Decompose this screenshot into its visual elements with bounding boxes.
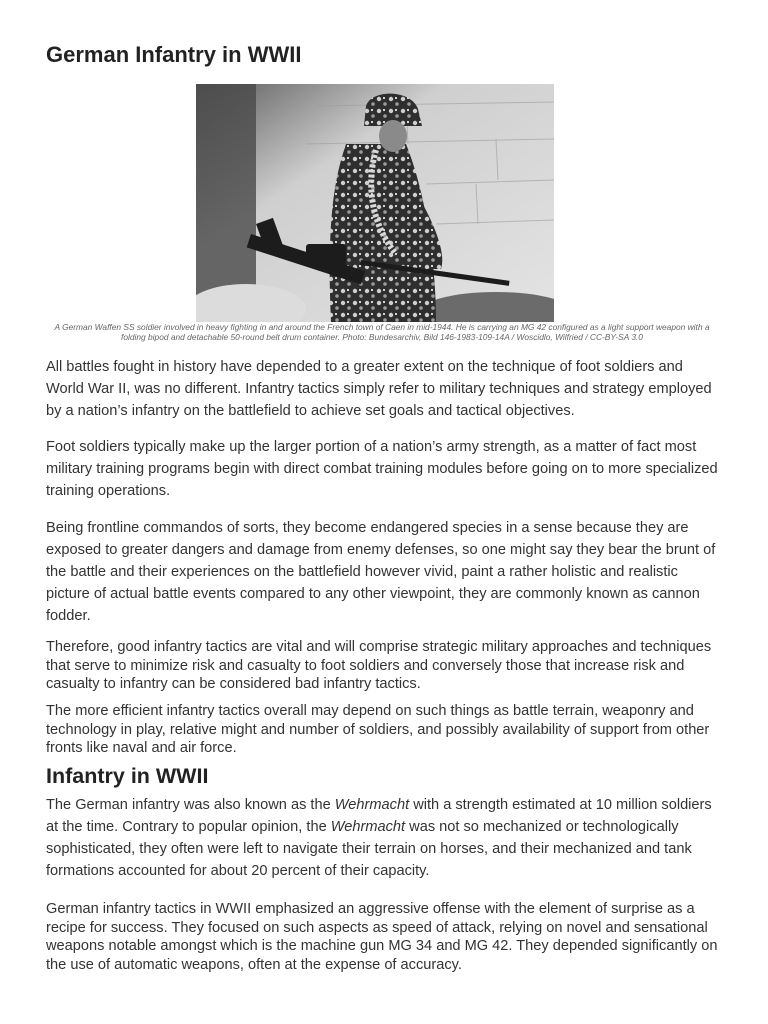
soldier-photo (196, 84, 554, 322)
paragraph-3: Being frontline commandos of sorts, they become endangered species in a sense because they are exposed to greater dangers and damage from enemy defenses, so one might say they bear the brunt of the battle and their experiences on the battlefield however vivid, paint a rather holistic and realistic picture of actual battle events compared to any other viewpoint, they are commonly known as cannon fodder. (46, 520, 716, 624)
section-paragraph-1-text-a: The German infantry was also known as the (46, 797, 335, 813)
paragraph-5: The more efficient infantry tactics overall may depend on such things as battle terrain, weaponry and technology in play, relative might and number of soldiers, and possibly availability of support from other fronts like naval and air force. (46, 703, 710, 756)
wehrmacht-term: Wehrmacht (334, 797, 410, 813)
section-heading: Infantry in WWII (46, 764, 209, 788)
paragraph-2: Foot soldiers typically make up the larger portion of a nation’s army strength, as a matter of fact most military training programs begin with direct combat training modules before going on to more specialized training operations. (46, 439, 718, 499)
section-paragraph-1 (46, 794, 718, 882)
page-title: German Infantry in WWII (46, 42, 302, 67)
section-paragraph-1-text-c: with a strength estimated at 10 million soldiers at the time. Contrary to popular opinion, the (46, 797, 712, 835)
section-paragraph-1-text-e: was not so mechanized or technologically sophisticated, they often were left to navigate their terrain on horses, and their mechanized and tank formations accounted for about 20 percent of their capacity. (46, 819, 692, 879)
section-paragraph-2: German infantry tactics in WWII emphasized an aggressive offense with the element of surprise as a recipe for success. They focused on such aspects as speed of attack, relying on novel and sensational weapons notable amongst which is the machine gun MG 34 and MG 42. They depended significantly on the use of automatic weapons, often at the expense of accuracy. (46, 901, 718, 973)
photo-caption: A German Waffen SS soldier involved in heavy fighting in and around the French town of Caen in mid-1944. He is carrying an MG 42 configured as a light support weapon with a folding bipod and detachable 50-round belt drum container. Photo: Bundesarchiv, Bild 146-1983-109-14A / Woscidlo, Wilfried / CC-BY-SA 3.0 (54, 322, 710, 342)
paragraph-4: Therefore, good infantry tactics are vital and will comprise strategic military approaches and techniques that serve to minimize risk and casualty to foot soldiers and conversely those that increase risk and casualty to infantry can be considered bad infantry tactics. (46, 639, 712, 692)
paragraph-1: All battles fought in history have depended to a greater extent on the technique of foot soldiers and World War II, was no different. Infantry tactics simply refer to military techniques and strategy employed by a nation’s infantry on the battlefield to achieve set goals and tactical objectives. (46, 359, 712, 419)
wehrmacht-term: Wehrmacht (330, 819, 406, 835)
